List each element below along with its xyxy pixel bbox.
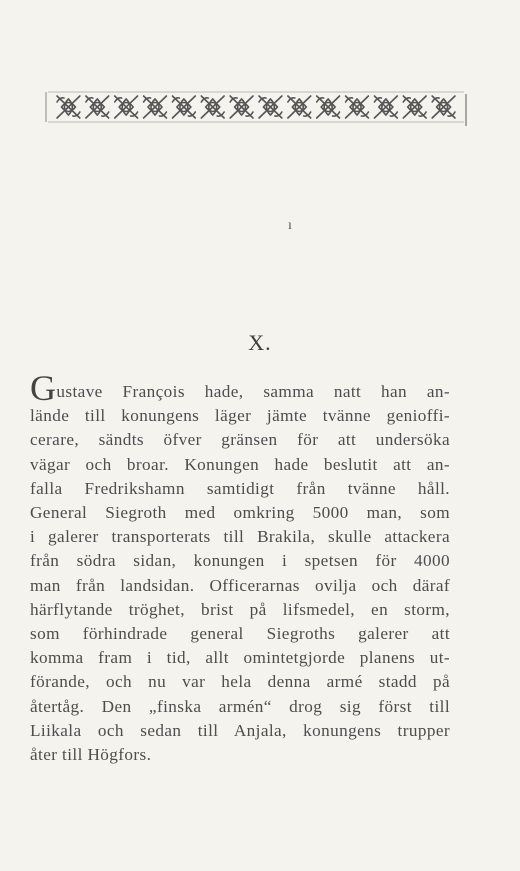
knotwork-tile-icon xyxy=(86,96,109,118)
text-line: som förhindrade general Siegroths galerer att xyxy=(30,624,450,644)
text-line: åter till Högfors. xyxy=(30,745,152,765)
text-line: komma fram i tid, allt omintetgjorde planens ut- xyxy=(30,648,450,668)
text-line: man från landsidan. Officerarnas ovilja och däraf xyxy=(30,575,450,595)
text-line: förande, och nu var hela denna armé stadd på xyxy=(30,672,450,692)
text-line: i galerer transporterats till Brakila, skulle attackera xyxy=(30,527,450,547)
text-line: vägar och broar. Konungen hade beslutit att an- xyxy=(30,454,450,474)
stray-ink-mark: ı xyxy=(288,218,292,233)
text-line: Liikala och sedan till Anjala, konungens trupper xyxy=(30,720,450,740)
text-line: lände till konungens läger jämte tvänne genioffi- xyxy=(30,406,450,426)
knotwork-tile-icon xyxy=(172,96,195,118)
knotwork-tile-icon xyxy=(317,96,340,118)
text-line xyxy=(30,368,450,408)
text-line: General Siegroth med omkring 5000 man, som xyxy=(30,503,450,523)
decorative-ornament-band xyxy=(44,88,468,126)
knotwork-tile-icon xyxy=(57,96,80,118)
text-line: falla Fredrikshamn samtidigt från tvänne håll. xyxy=(30,478,450,498)
text-line: cerare, sändts öfver gränsen för att undersöka xyxy=(30,430,450,450)
knotwork-ornament-icon xyxy=(44,88,468,126)
knotwork-tile-icon xyxy=(288,96,311,118)
knotwork-tile-icon xyxy=(346,96,369,118)
knotwork-tile-icon xyxy=(115,96,138,118)
drop-cap: G xyxy=(30,368,57,408)
knotwork-tile-icon xyxy=(144,96,167,118)
body-paragraph xyxy=(30,368,450,767)
text-line: härflytande tröghet, brist på lifsmedel, en storm, xyxy=(30,599,450,619)
chapter-heading: X. xyxy=(248,330,272,355)
first-line-text: ustave François hade, samma natt han an- xyxy=(56,382,450,401)
knotwork-tile-icon xyxy=(374,96,397,118)
knotwork-tile-icon xyxy=(432,96,455,118)
knotwork-tile-icon xyxy=(259,96,282,118)
knotwork-tile-icon xyxy=(403,96,426,118)
text-line: från södra sidan, konungen i spetsen för 4000 xyxy=(30,551,450,571)
knotwork-tile-icon xyxy=(201,96,224,118)
knotwork-tile-icon xyxy=(230,96,253,118)
text-line: återtåg. Den „finska armén“ drog sig först till xyxy=(30,696,450,716)
